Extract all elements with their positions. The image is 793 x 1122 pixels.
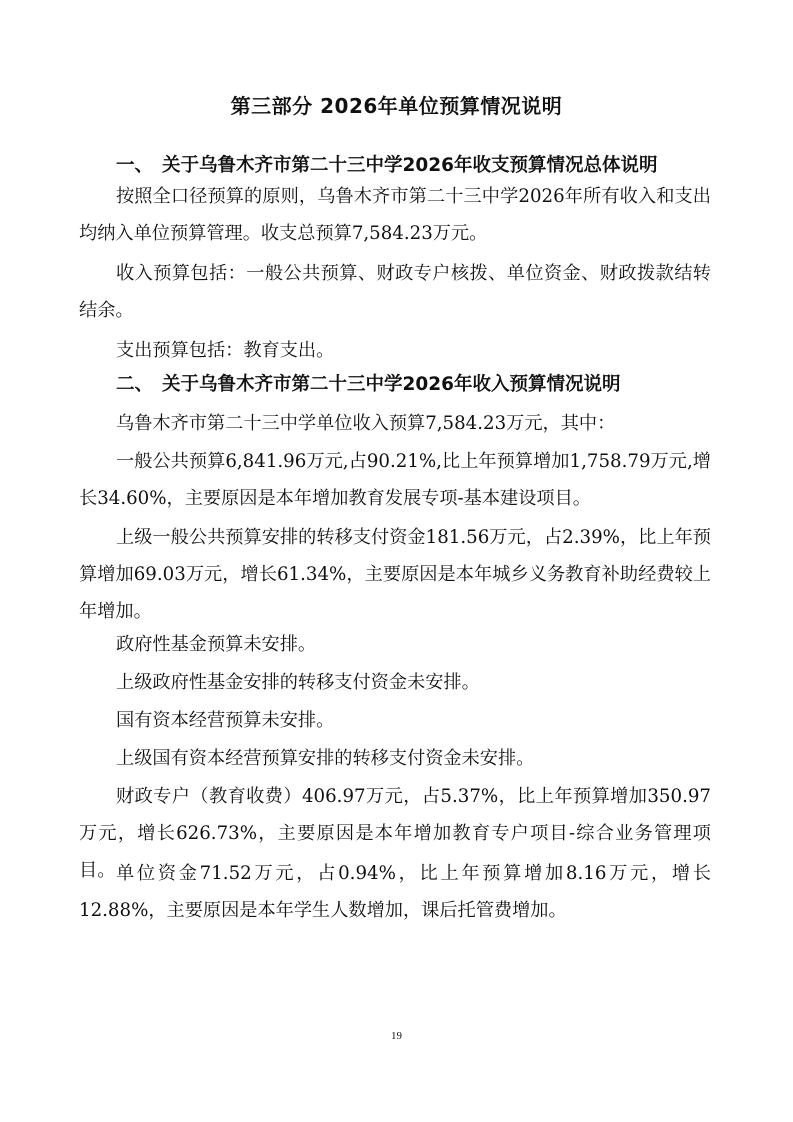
paragraph: 收入预算包括：一般公共预算、财政专户核拨、单位资金、财政拨款结转结余。 [79, 263, 711, 321]
section-heading-1 [116, 152, 716, 180]
page-number: 19 [391, 1030, 402, 1042]
paragraph: 财政专户（教育收费）406.97万元，占5.37%，比上年预算增加350.97万元，增长626.73%，主要原因是本年增加教育专户项目-综合业务管理项目。 [79, 786, 711, 881]
paragraph: 上级国有资本经营预算安排的转移支付资金未安排。 [116, 748, 535, 769]
paragraph: 乌鲁木齐市第二十三中学单位收入预算7,584.23万元，其中： [116, 413, 616, 434]
section-heading-2 [116, 371, 716, 399]
paragraph: 国有资本经营预算未安排。 [116, 710, 335, 731]
paragraph: 上级政府性基金安排的转移支付资金未安排。 [116, 672, 480, 693]
paragraph: 按照全口径预算的原则，乌鲁木齐市第二十三中学2026年所有收入和支出均纳入单位预算管理。收支总预算7,584.23万元。 [79, 186, 711, 244]
section-number: 一、 [116, 155, 154, 176]
page-title: 第三部分 2026年单位预算情况说明 [230, 94, 563, 118]
paragraph: 一般公共预算6,841.96万元,占90.21%,比上年预算增加1,758.79万元,增长34.60%，主要原因是本年增加教育发展专项-基本建设项目。 [79, 451, 711, 509]
paragraph: 上级一般公共预算安排的转移支付资金181.56万元，占2.39%，比上年预算增加69.03万元，增长61.34%，主要原因是本年城乡义务教育补助经费较上年增加。 [79, 527, 711, 622]
paragraph: 支出预算包括：教育支出。 [116, 340, 335, 361]
section-heading-text: 关于乌鲁木齐市第二十三中学2026年收支预算情况总体说明 [162, 155, 658, 176]
paragraph: 政府性基金预算未安排。 [116, 634, 317, 655]
paragraph: 单位资金71.52万元，占0.94%，比上年预算增加8.16万元，增长12.88%，主要原因是本年学生人数增加，课后托管费增加。 [79, 863, 711, 921]
section-heading-text: 关于乌鲁木齐市第二十三中学2026年收入预算情况说明 [162, 374, 621, 395]
section-number: 二、 [116, 374, 154, 395]
